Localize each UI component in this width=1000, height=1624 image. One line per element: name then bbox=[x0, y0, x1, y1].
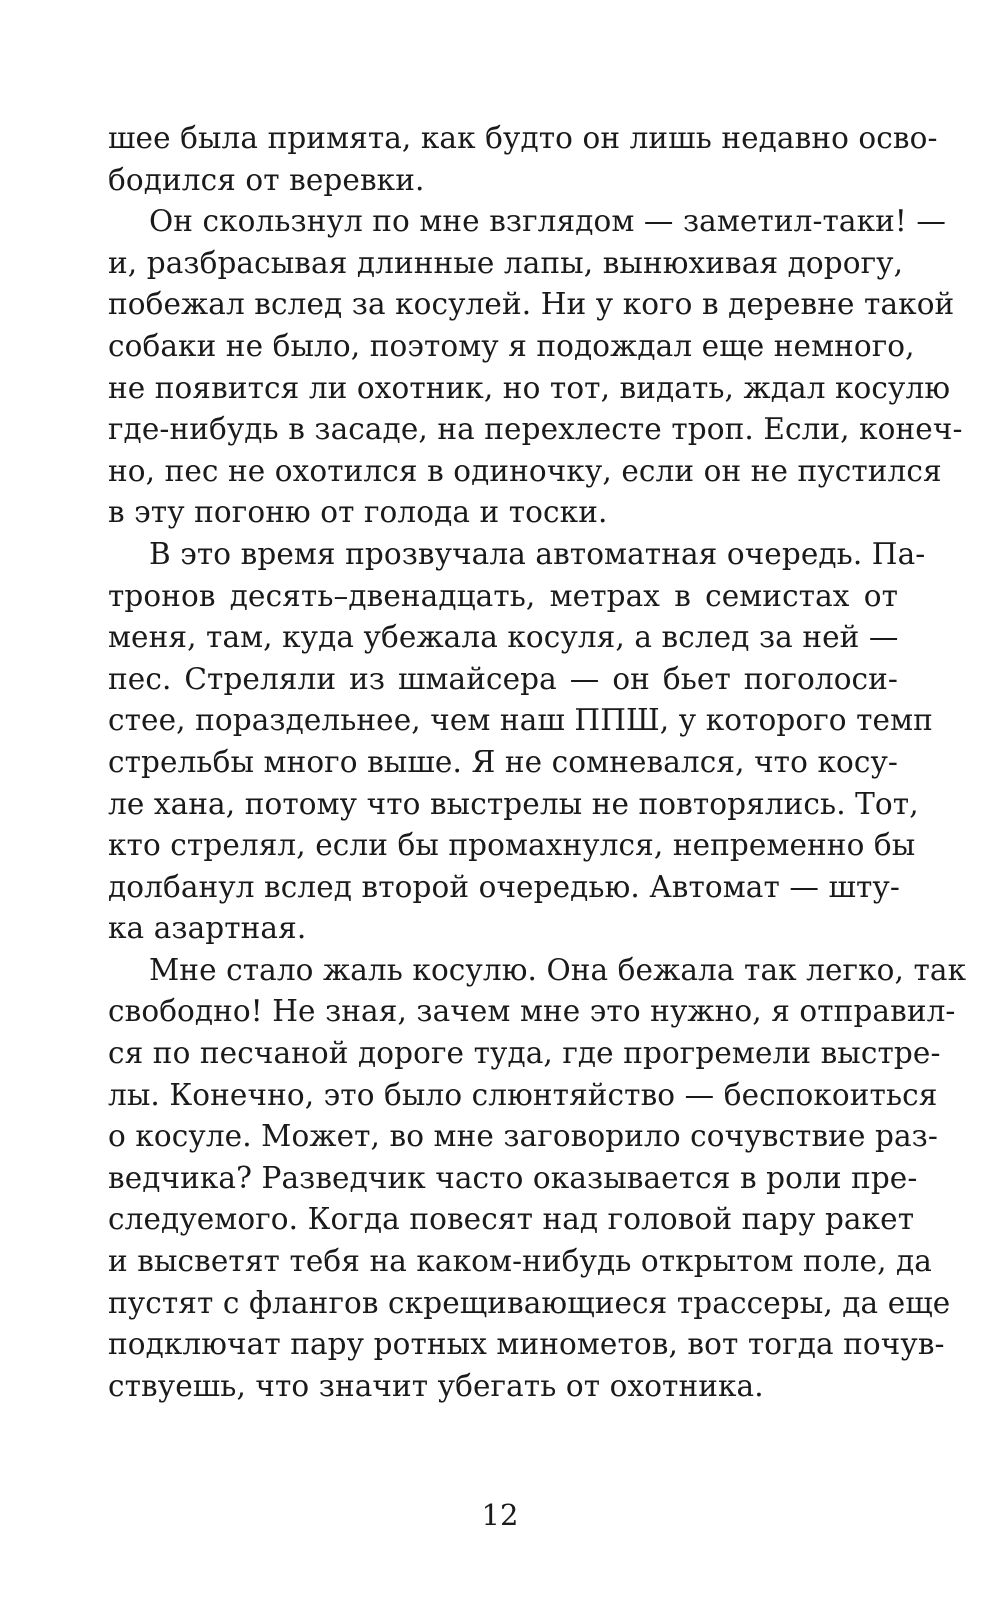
text-line: но, пес не охотился в одиночку, если он не пустился bbox=[108, 453, 942, 488]
text-line: подключат пару ротных минометов, вот тогда почув- bbox=[108, 1327, 945, 1362]
text-line: пес. Стреляли из шмайсера — он бьет поголоси- bbox=[108, 661, 898, 696]
text-line: ле хана, потому что выстрелы не повторялись. Тот, bbox=[108, 786, 919, 821]
text-line: побежал вслед за косулей. Ни у кого в деревне такой bbox=[108, 287, 955, 322]
text-line: где-нибудь в засаде, на перехлесте троп. Если, конеч- bbox=[108, 412, 963, 447]
text-line: свободно! Не зная, зачем мне это нужно, я отправил- bbox=[108, 994, 956, 1029]
text-line: о косуле. Может, во мне заговорило сочувствие раз- bbox=[108, 1119, 938, 1154]
text-line: кто стрелял, если бы промахнулся, непременно бы bbox=[108, 828, 916, 863]
text-line: шее была примята, как будто он лишь недавно осво- bbox=[108, 121, 938, 155]
body-text bbox=[108, 118, 967, 1407]
text-line: Мне стало жаль косулю. Она бежала так легко, так bbox=[149, 952, 967, 987]
text-line: не появится ли охотник, но тот, видать, ждал косулю bbox=[108, 370, 951, 405]
page-number: 12 bbox=[481, 1498, 519, 1532]
text-line: ка азартная. bbox=[108, 911, 307, 946]
text-line: тронов десять–двенадцать, метрах в семистах от bbox=[108, 578, 898, 613]
text-line: собаки не было, поэтому я подождал еще немного, bbox=[108, 328, 915, 363]
text-line: пустят с флангов скрещивающиеся трассеры, да еще bbox=[108, 1285, 951, 1320]
text-line: лы. Конечно, это было слюнтяйство — беспокоиться bbox=[108, 1077, 938, 1112]
text-line: стее, пораздельнее, чем наш ППШ, у которого темп bbox=[108, 703, 933, 738]
text-line: В это время прозвучала автоматная очередь. Па- bbox=[149, 536, 926, 571]
text-line: в эту погоню от голода и тоски. bbox=[108, 495, 608, 530]
text-line: и высветят тебя на каком-нибудь открытом поле, да bbox=[108, 1244, 932, 1279]
text-line: ведчика? Разведчик часто оказывается в роли пре- bbox=[108, 1160, 918, 1195]
text-line: следуемого. Когда повесят над головой пару ракет bbox=[108, 1202, 915, 1237]
text-line: бодился от веревки. bbox=[108, 162, 425, 197]
text-line: меня, там, куда убежала косуля, а вслед за ней — bbox=[108, 620, 899, 655]
text-line: стрельбы много выше. Я не сомневался, что косу- bbox=[108, 744, 898, 779]
text-line: и, разбрасывая длинные лапы, вынюхивая дорогу, bbox=[108, 245, 904, 280]
text-line: Он скользнул по мне взглядом — заметил-таки! — bbox=[149, 204, 946, 239]
text-line: ствуешь, что значит убегать от охотника. bbox=[108, 1368, 764, 1403]
text-line: долбанул вслед второй очередью. Автомат — шту- bbox=[108, 869, 900, 904]
text-line: ся по песчаной дороге туда, где прогремели выстре- bbox=[108, 1036, 941, 1071]
